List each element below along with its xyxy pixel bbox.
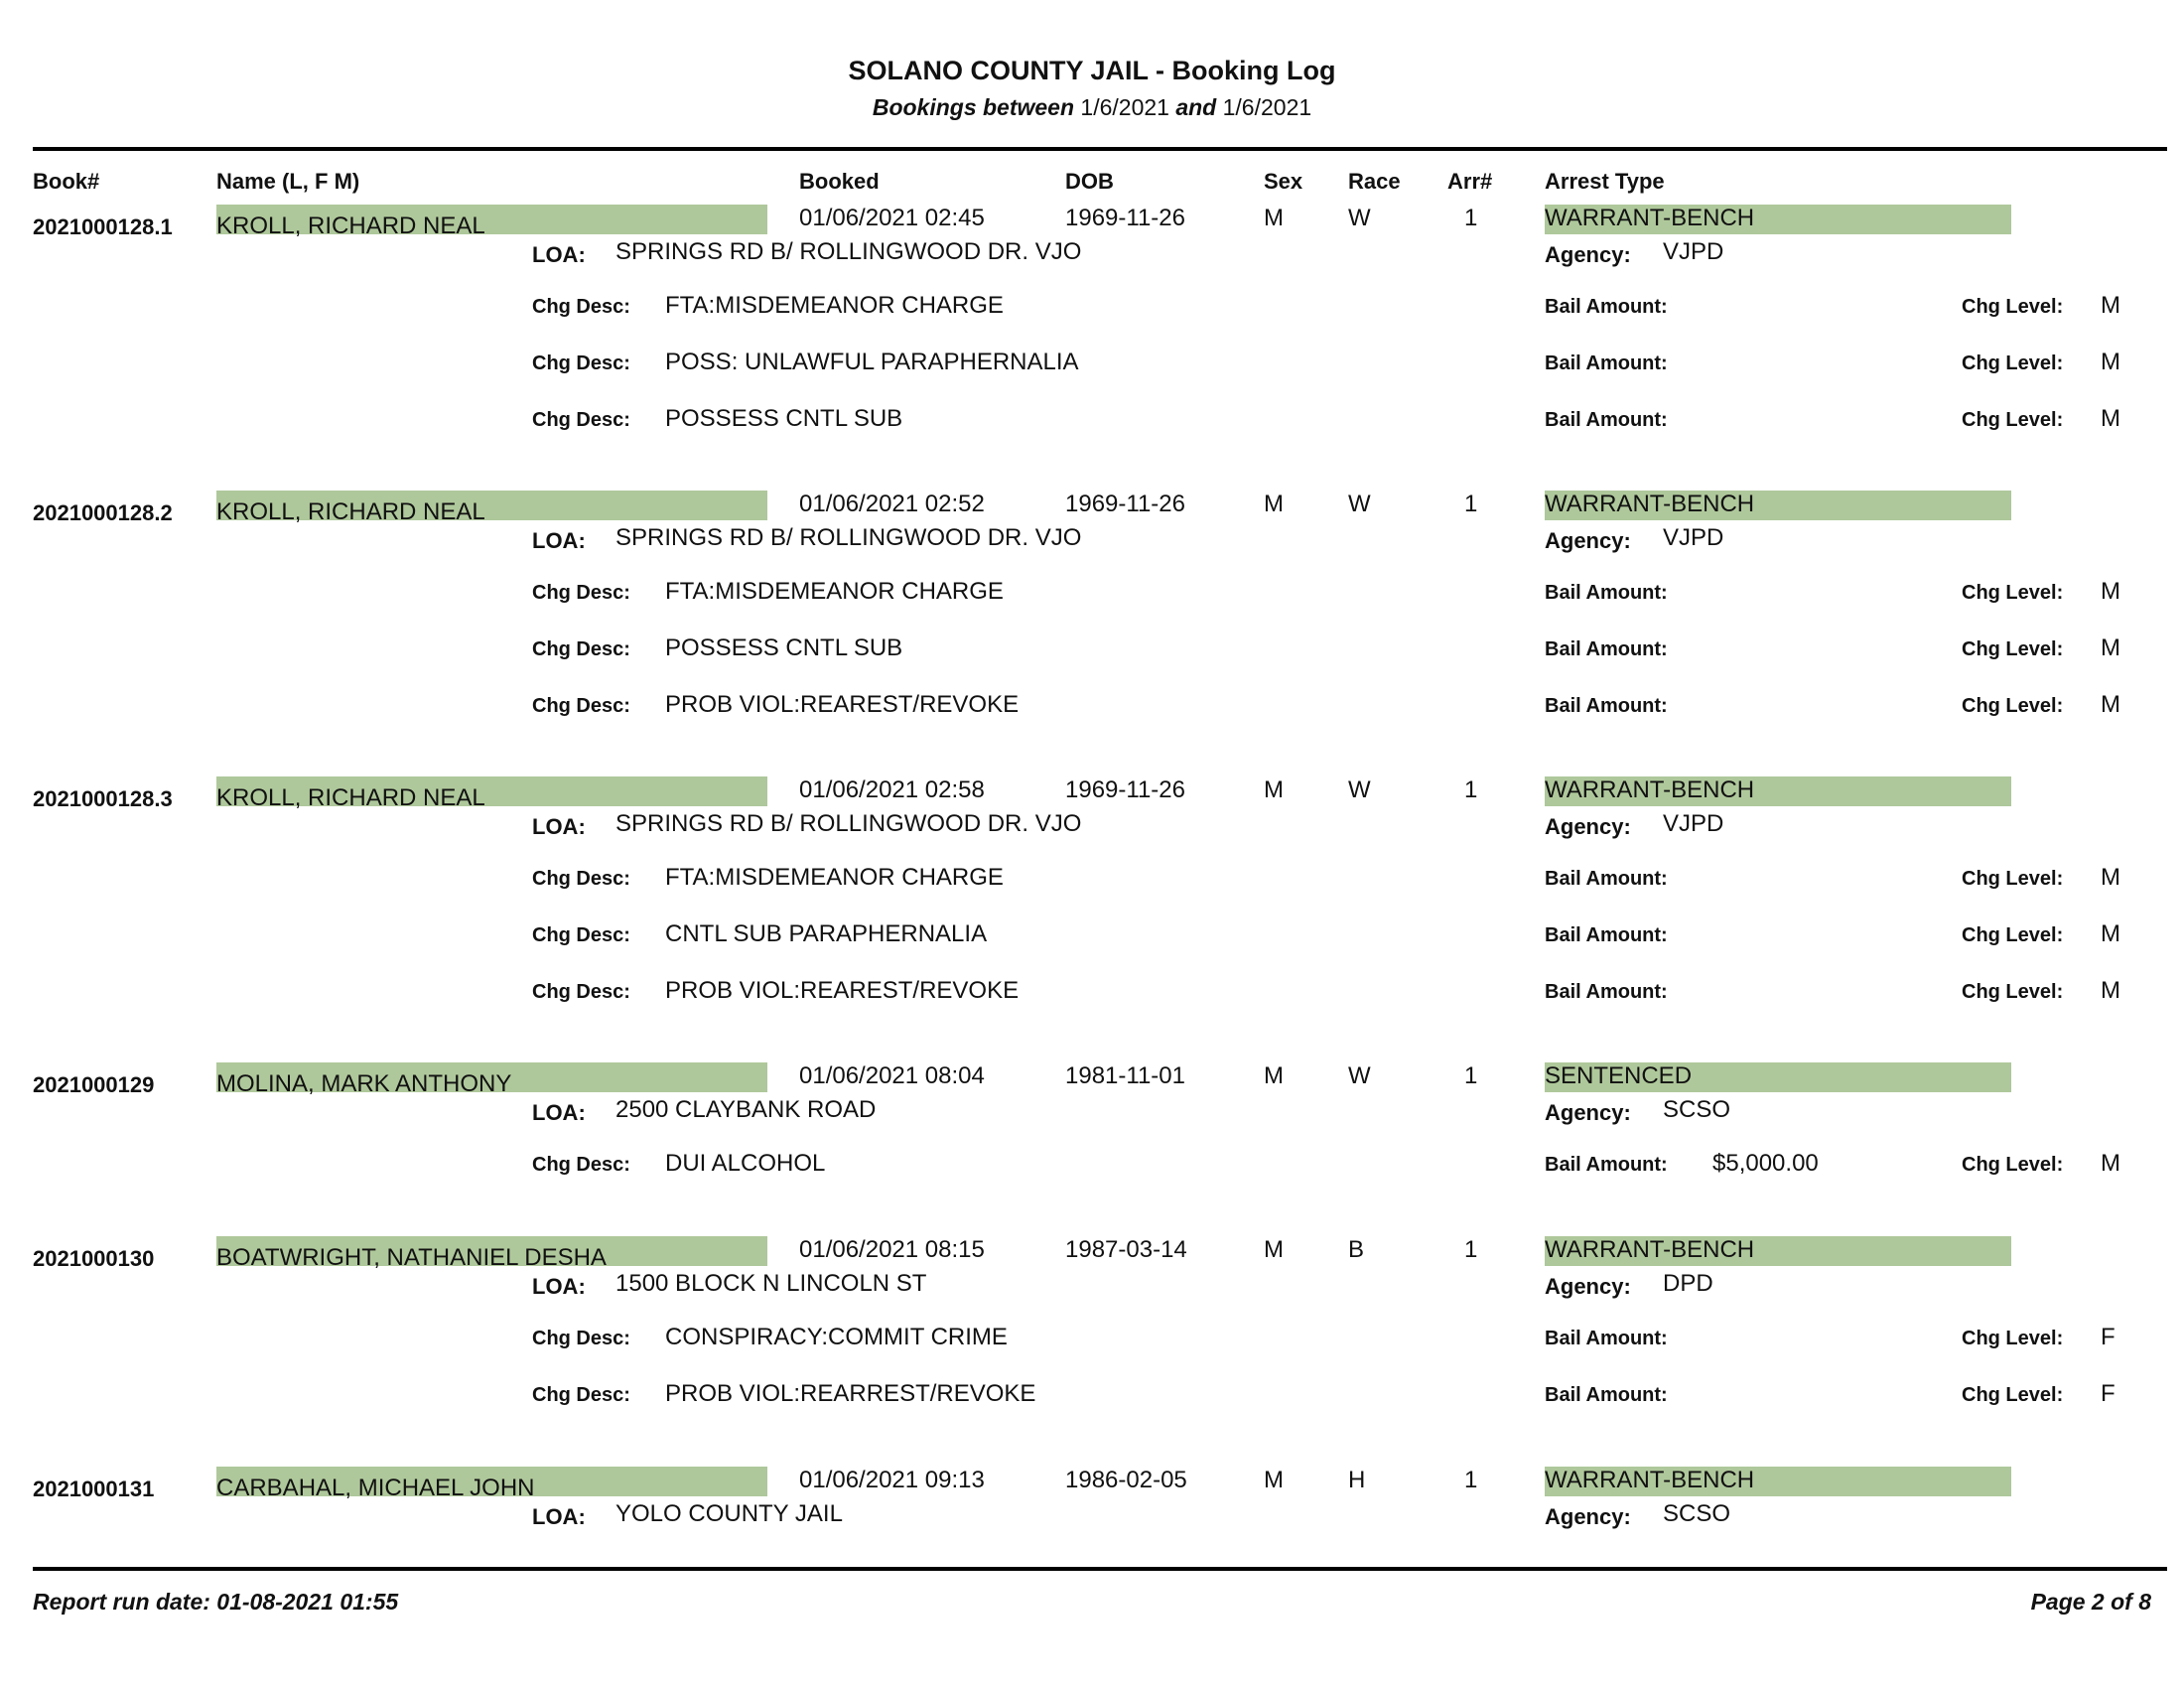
booked-datetime: 01/06/2021 08:04	[799, 1062, 985, 1089]
arrest-number: 1	[1464, 1236, 1478, 1263]
chg-level-value: M	[2101, 1150, 2120, 1177]
chg-desc-value: POSSESS CNTL SUB	[665, 405, 903, 432]
chg-level-value: M	[2101, 920, 2120, 947]
chg-level-value: M	[2101, 292, 2120, 319]
book-number: 2021000128.3	[33, 786, 173, 811]
sex: M	[1264, 205, 1284, 231]
race: H	[1348, 1467, 1366, 1493]
chg-desc-label: Chg Desc:	[532, 1328, 630, 1349]
chg-desc-label: Chg Desc:	[532, 352, 630, 374]
chg-level-value: M	[2101, 405, 2120, 432]
col-header-sex: Sex	[1264, 169, 1303, 194]
chg-desc-value: POSS: UNLAWFUL PARAPHERNALIA	[665, 349, 1079, 375]
sex: M	[1264, 1236, 1284, 1263]
agency-value: VJPD	[1663, 524, 1724, 551]
bail-label: Bail Amount:	[1545, 1328, 1668, 1349]
chg-level-label: Chg Level:	[1962, 981, 2064, 1003]
bail-label: Bail Amount:	[1545, 695, 1668, 717]
arrest-number: 1	[1464, 205, 1478, 231]
chg-level-label: Chg Level:	[1962, 409, 2064, 431]
agency-label: Agency:	[1545, 1100, 1631, 1125]
race: W	[1348, 491, 1371, 517]
bail-label: Bail Amount:	[1545, 1154, 1668, 1176]
arrest-type: WARRANT-BENCH	[1545, 491, 1755, 517]
loa-label: LOA:	[532, 814, 586, 839]
chg-level-value: M	[2101, 634, 2120, 661]
col-header-race: Race	[1348, 169, 1401, 194]
bail-label: Bail Amount:	[1545, 981, 1668, 1003]
bail-label: Bail Amount:	[1545, 1384, 1668, 1406]
chg-desc-value: PROB VIOL:REAREST/REVOKE	[665, 691, 1020, 718]
chg-desc-label: Chg Desc:	[532, 1154, 630, 1176]
book-number: 2021000131	[33, 1477, 155, 1501]
top-rule	[33, 147, 2167, 151]
agency-label: Agency:	[1545, 814, 1631, 839]
chg-desc-label: Chg Desc:	[532, 868, 630, 890]
agency-value: SCSO	[1663, 1500, 1731, 1527]
loa-value: SPRINGS RD B/ ROLLINGWOOD DR. VJO	[615, 810, 1082, 837]
inmate-name: KROLL, RICHARD NEAL	[216, 784, 485, 811]
chg-level-label: Chg Level:	[1962, 868, 2064, 890]
agency-value: SCSO	[1663, 1096, 1731, 1123]
dob: 1987-03-14	[1065, 1236, 1187, 1263]
race: W	[1348, 205, 1371, 231]
arrest-type: WARRANT-BENCH	[1545, 205, 1755, 231]
chg-desc-label: Chg Desc:	[532, 981, 630, 1003]
chg-desc-label: Chg Desc:	[532, 638, 630, 660]
arrest-type: WARRANT-BENCH	[1545, 1467, 1755, 1493]
date-to: 1/6/2021	[1222, 94, 1312, 120]
booked-datetime: 01/06/2021 02:45	[799, 205, 985, 231]
chg-level-value: M	[2101, 349, 2120, 375]
arrest-type: WARRANT-BENCH	[1545, 776, 1755, 803]
agency-value: DPD	[1663, 1270, 1713, 1297]
loa-label: LOA:	[532, 1504, 586, 1529]
bail-label: Bail Amount:	[1545, 296, 1668, 318]
loa-value: 1500 BLOCK N LINCOLN ST	[615, 1270, 927, 1297]
col-header-arrest-type: Arrest Type	[1545, 169, 1665, 194]
sex: M	[1264, 776, 1284, 803]
col-header-name: Name (L, F M)	[216, 169, 360, 194]
agency-label: Agency:	[1545, 1274, 1631, 1299]
col-header-arr: Arr#	[1447, 169, 1493, 194]
arrest-type: WARRANT-BENCH	[1545, 1236, 1755, 1263]
book-number: 2021000130	[33, 1246, 155, 1271]
arrest-type: SENTENCED	[1545, 1062, 1693, 1089]
arrest-number: 1	[1464, 1062, 1478, 1089]
dob: 1986-02-05	[1065, 1467, 1187, 1493]
loa-label: LOA:	[532, 242, 586, 267]
dob: 1969-11-26	[1065, 776, 1185, 803]
loa-value: 2500 CLAYBANK ROAD	[615, 1096, 877, 1123]
chg-level-label: Chg Level:	[1962, 924, 2064, 946]
race: W	[1348, 1062, 1371, 1089]
agency-value: VJPD	[1663, 810, 1724, 837]
agency-label: Agency:	[1545, 242, 1631, 267]
loa-value: SPRINGS RD B/ ROLLINGWOOD DR. VJO	[615, 238, 1082, 265]
loa-label: LOA:	[532, 1274, 586, 1299]
loa-value: SPRINGS RD B/ ROLLINGWOOD DR. VJO	[615, 524, 1082, 551]
chg-desc-value: POSSESS CNTL SUB	[665, 634, 903, 661]
inmate-name: CARBAHAL, MICHAEL JOHN	[216, 1475, 535, 1501]
bail-value: $5,000.00	[1712, 1150, 1819, 1177]
loa-label: LOA:	[532, 1100, 586, 1125]
book-number: 2021000128.1	[33, 214, 173, 239]
sex: M	[1264, 1467, 1284, 1493]
chg-desc-value: FTA:MISDEMEANOR CHARGE	[665, 578, 1004, 605]
chg-level-value: F	[2101, 1380, 2116, 1407]
booked-datetime: 01/06/2021 09:13	[799, 1467, 985, 1493]
report-run-date: Report run date: 01-08-2021 01:55	[33, 1589, 399, 1615]
report-title: SOLANO COUNTY JAIL - Booking Log	[848, 56, 1336, 85]
chg-level-value: M	[2101, 691, 2120, 718]
chg-level-label: Chg Level:	[1962, 638, 2064, 660]
booked-datetime: 01/06/2021 02:52	[799, 491, 985, 517]
chg-desc-value: FTA:MISDEMEANOR CHARGE	[665, 292, 1004, 319]
loa-label: LOA:	[532, 528, 586, 553]
inmate-name: MOLINA, MARK ANTHONY	[216, 1070, 512, 1097]
arrest-number: 1	[1464, 1467, 1478, 1493]
page-number: Page 2 of 8	[2030, 1589, 2151, 1615]
chg-level-label: Chg Level:	[1962, 352, 2064, 374]
arrest-number: 1	[1464, 491, 1478, 517]
dob: 1969-11-26	[1065, 491, 1185, 517]
sex: M	[1264, 491, 1284, 517]
chg-level-label: Chg Level:	[1962, 1384, 2064, 1406]
inmate-name: BOATWRIGHT, NATHANIEL DESHA	[216, 1244, 607, 1271]
chg-desc-value: CNTL SUB PARAPHERNALIA	[665, 920, 988, 947]
inmate-name: KROLL, RICHARD NEAL	[216, 212, 485, 239]
chg-desc-label: Chg Desc:	[532, 296, 630, 318]
bail-label: Bail Amount:	[1545, 638, 1668, 660]
chg-desc-label: Chg Desc:	[532, 409, 630, 431]
dob: 1981-11-01	[1065, 1062, 1185, 1089]
chg-desc-value: CONSPIRACY:COMMIT CRIME	[665, 1324, 1008, 1350]
chg-desc-value: FTA:MISDEMEANOR CHARGE	[665, 864, 1004, 891]
agency-label: Agency:	[1545, 528, 1631, 553]
chg-level-value: M	[2101, 977, 2120, 1004]
inmate-name: KROLL, RICHARD NEAL	[216, 498, 485, 525]
chg-level-label: Chg Level:	[1962, 582, 2064, 604]
loa-value: YOLO COUNTY JAIL	[615, 1500, 843, 1527]
agency-label: Agency:	[1545, 1504, 1631, 1529]
bail-label: Bail Amount:	[1545, 924, 1668, 946]
subtitle-and: and	[1175, 94, 1217, 120]
chg-level-label: Chg Level:	[1962, 1154, 2064, 1176]
chg-level-value: M	[2101, 578, 2120, 605]
dob: 1969-11-26	[1065, 205, 1185, 231]
agency-value: VJPD	[1663, 238, 1724, 265]
report-subtitle	[0, 94, 2184, 121]
booked-datetime: 01/06/2021 08:15	[799, 1236, 985, 1263]
chg-level-value: M	[2101, 864, 2120, 891]
booked-datetime: 01/06/2021 02:58	[799, 776, 985, 803]
col-header-dob: DOB	[1065, 169, 1114, 194]
book-number: 2021000129	[33, 1072, 155, 1097]
bail-label: Bail Amount:	[1545, 352, 1668, 374]
chg-level-label: Chg Level:	[1962, 695, 2064, 717]
race: B	[1348, 1236, 1365, 1263]
race: W	[1348, 776, 1371, 803]
book-number: 2021000128.2	[33, 500, 173, 525]
col-header-book: Book#	[33, 169, 100, 194]
subtitle-prefix: Bookings between	[872, 94, 1075, 120]
chg-desc-label: Chg Desc:	[532, 1384, 630, 1406]
chg-desc-label: Chg Desc:	[532, 695, 630, 717]
sex: M	[1264, 1062, 1284, 1089]
bail-label: Bail Amount:	[1545, 409, 1668, 431]
chg-level-value: F	[2101, 1324, 2116, 1350]
chg-level-label: Chg Level:	[1962, 1328, 2064, 1349]
chg-desc-label: Chg Desc:	[532, 582, 630, 604]
bail-label: Bail Amount:	[1545, 582, 1668, 604]
bail-label: Bail Amount:	[1545, 868, 1668, 890]
col-header-booked: Booked	[799, 169, 880, 194]
bottom-rule	[33, 1567, 2167, 1571]
chg-desc-value: DUI ALCOHOL	[665, 1150, 826, 1177]
chg-desc-label: Chg Desc:	[532, 924, 630, 946]
chg-desc-value: PROB VIOL:REARREST/REVOKE	[665, 1380, 1036, 1407]
chg-level-label: Chg Level:	[1962, 296, 2064, 318]
chg-desc-value: PROB VIOL:REAREST/REVOKE	[665, 977, 1020, 1004]
date-from: 1/6/2021	[1080, 94, 1169, 120]
arrest-number: 1	[1464, 776, 1478, 803]
